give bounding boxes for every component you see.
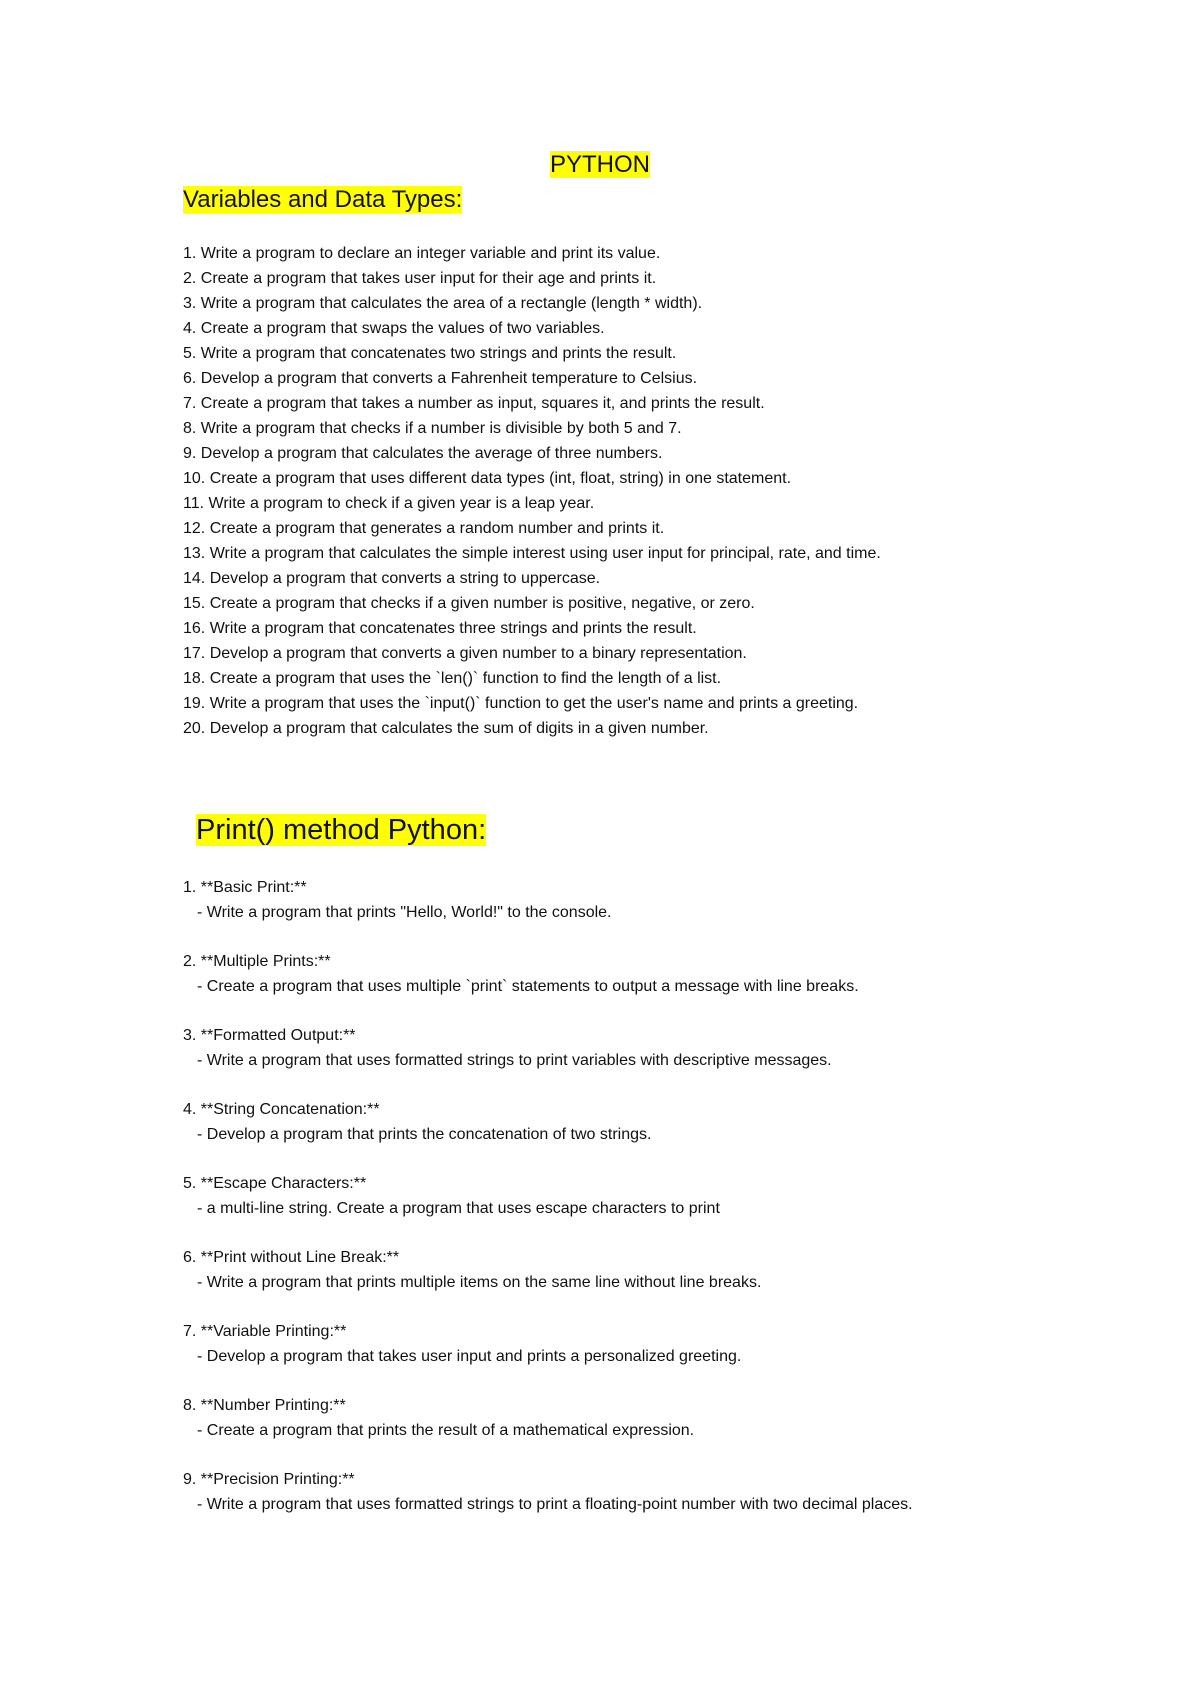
list-item: 15. Create a program that checks if a given number is positive, negative, or zero. bbox=[183, 595, 755, 612]
page-title-text: PYTHON bbox=[549, 151, 650, 178]
exercise-title: 1. **Basic Print:** bbox=[183, 879, 307, 896]
list-item: 17. Develop a program that converts a given number to a binary representation. bbox=[183, 645, 747, 662]
list-item bbox=[183, 875, 1003, 925]
page-title bbox=[0, 150, 1200, 180]
list-item bbox=[183, 1171, 1003, 1221]
exercise-description: - Create a program that uses multiple `print` statements to output a message with line breaks. bbox=[197, 978, 859, 995]
list-item: 10. Create a program that uses different data types (int, float, string) in one statement. bbox=[183, 470, 792, 487]
list-item: 13. Write a program that calculates the simple interest using user input for principal, rate, and time. bbox=[183, 545, 881, 562]
print-heading-text: Print() method Python: bbox=[196, 814, 487, 846]
list-item: 2. Create a program that takes user input for their age and prints it. bbox=[183, 270, 657, 287]
list-item: 1. Write a program to declare an integer variable and print its value. bbox=[183, 245, 661, 262]
list-item bbox=[183, 1467, 1003, 1517]
list-item: 3. Write a program that calculates the area of a rectangle (length * width). bbox=[183, 295, 703, 312]
list-item: 5. Write a program that concatenates two strings and prints the result. bbox=[183, 345, 677, 362]
list-item: 11. Write a program to check if a given year is a leap year. bbox=[183, 495, 595, 512]
list-item: 18. Create a program that uses the `len()` function to find the length of a list. bbox=[183, 670, 722, 687]
print-section-heading bbox=[196, 812, 486, 848]
list-item: 6. Develop a program that converts a Fahrenheit temperature to Celsius. bbox=[183, 370, 698, 387]
exercise-description: - Develop a program that prints the concatenation of two strings. bbox=[197, 1126, 652, 1143]
list-item: 16. Write a program that concatenates three strings and prints the result. bbox=[183, 620, 697, 637]
variables-heading-text: Variables and Data Types: bbox=[183, 186, 463, 213]
list-item bbox=[183, 1319, 1003, 1369]
exercise-title: 9. **Precision Printing:** bbox=[183, 1471, 355, 1488]
exercise-description: - Write a program that prints "Hello, World!" to the console. bbox=[197, 904, 612, 921]
list-item: 19. Write a program that uses the `input()` function to get the user's name and prints a greeting. bbox=[183, 695, 859, 712]
variables-exercise-list bbox=[183, 241, 881, 741]
exercise-description: - Write a program that uses formatted strings to print variables with descriptive messages. bbox=[197, 1052, 832, 1069]
list-item: 9. Develop a program that calculates the average of three numbers. bbox=[183, 445, 663, 462]
exercise-description: - Create a program that prints the result of a mathematical expression. bbox=[197, 1422, 695, 1439]
list-item: 4. Create a program that swaps the values of two variables. bbox=[183, 320, 605, 337]
list-item: 14. Develop a program that converts a string to uppercase. bbox=[183, 570, 601, 587]
exercise-title: 2. **Multiple Prints:** bbox=[183, 953, 331, 970]
exercise-title: 7. **Variable Printing:** bbox=[183, 1323, 347, 1340]
list-item bbox=[183, 1023, 1003, 1073]
list-item bbox=[183, 1245, 1003, 1295]
exercise-title: 6. **Print without Line Break:** bbox=[183, 1249, 400, 1266]
exercise-description: - Write a program that uses formatted strings to print a floating-point number with two decimal places. bbox=[197, 1496, 913, 1513]
exercise-title: 4. **String Concatenation:** bbox=[183, 1101, 380, 1118]
list-item: 8. Write a program that checks if a number is divisible by both 5 and 7. bbox=[183, 420, 682, 437]
list-item bbox=[183, 949, 1003, 999]
list-item bbox=[183, 1097, 1003, 1147]
exercise-title: 8. **Number Printing:** bbox=[183, 1397, 346, 1414]
list-item: 20. Develop a program that calculates the sum of digits in a given number. bbox=[183, 720, 709, 737]
exercise-title: 5. **Escape Characters:** bbox=[183, 1175, 367, 1192]
list-item: 7. Create a program that takes a number as input, squares it, and prints the result. bbox=[183, 395, 765, 412]
exercise-description: - a multi-line string. Create a program that uses escape characters to print bbox=[197, 1200, 720, 1217]
list-item bbox=[183, 1393, 1003, 1443]
exercise-description: - Write a program that prints multiple items on the same line without line breaks. bbox=[197, 1274, 762, 1291]
variables-section-heading bbox=[183, 185, 462, 215]
list-item: 12. Create a program that generates a random number and prints it. bbox=[183, 520, 665, 537]
exercise-description: - Develop a program that takes user input and prints a personalized greeting. bbox=[197, 1348, 742, 1365]
exercise-title: 3. **Formatted Output:** bbox=[183, 1027, 356, 1044]
print-exercise-list bbox=[183, 875, 1003, 1541]
